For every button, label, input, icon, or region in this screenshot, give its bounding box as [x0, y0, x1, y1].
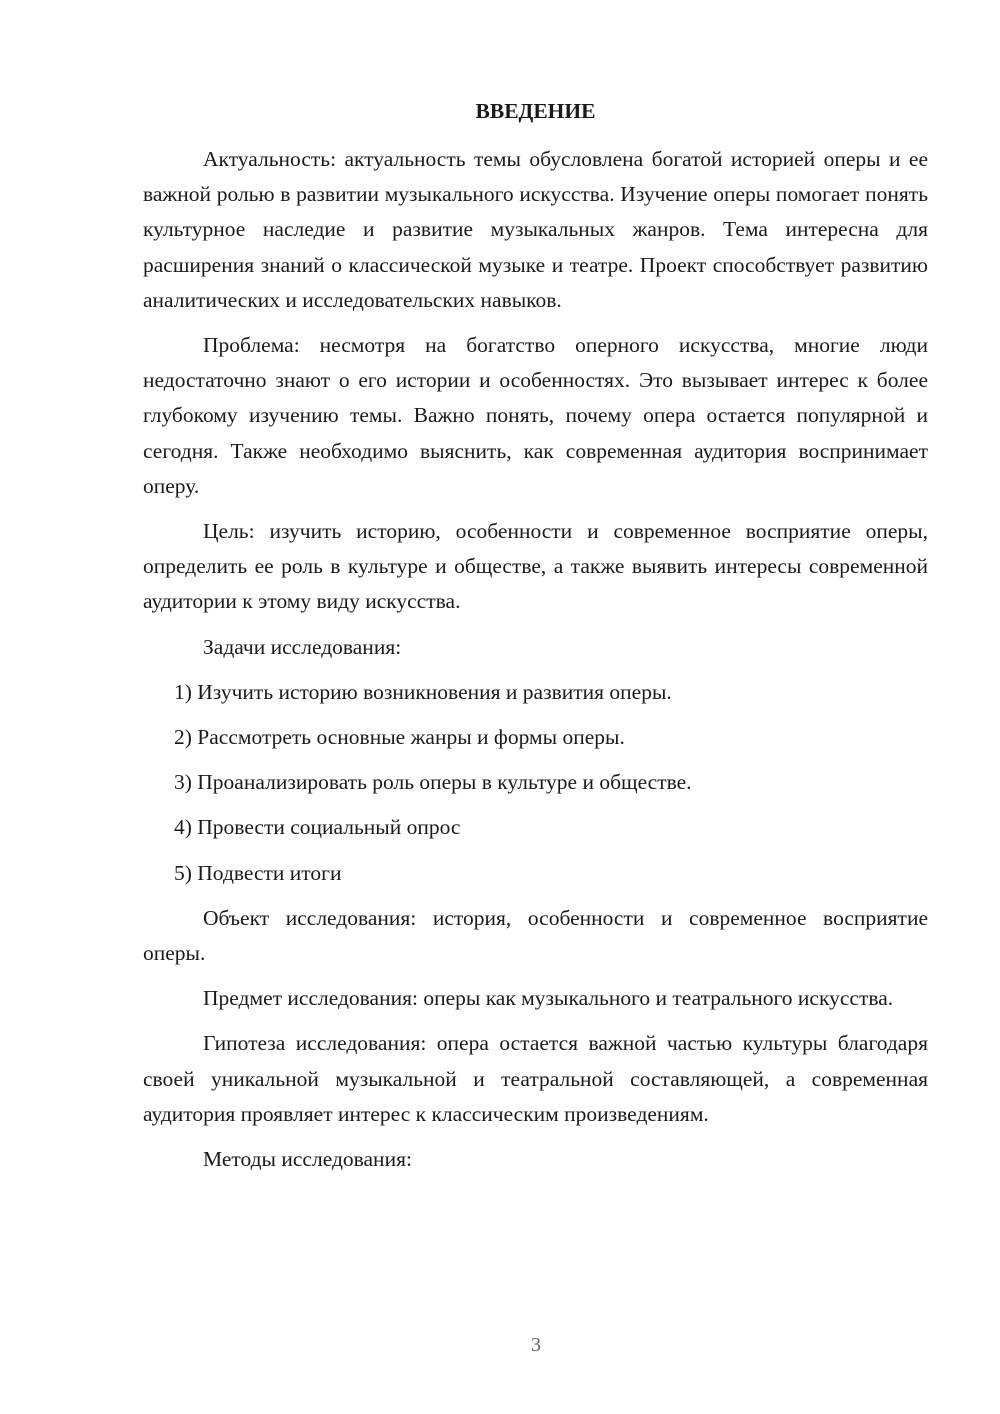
problem-paragraph: Проблема: несмотря на богатство оперного искусства, многие люди недостаточно знают о его истории и особенностях. Это вызывает интерес к более глубокому изучению темы. Важно понять, почему опера остается популярной и сегодня. Также необходимо выяснить, как современная аудитория воспринимает оперу.: [143, 333, 928, 498]
object-paragraph: Объект исследования: история, особенности и современное восприятие оперы.: [143, 905, 928, 966]
task-item: 5) Подвести итоги: [174, 860, 342, 885]
task-item: 4) Провести социальный опрос: [174, 815, 461, 840]
relevance-paragraph: Актуальность: актуальность темы обусловлена богатой историей оперы и ее важной ролью в развитии музыкального искусства. Изучение оперы помогает понять культурное наследие и развитие музыкальных жанров. Тема интересна для расширения знаний о классической музыке и театре. Проект способствует развитию аналитических и исследовательских навыков.: [143, 147, 928, 312]
task-item: 1) Изучить историю возникновения и развития оперы.: [174, 679, 672, 704]
tasks-heading: Задачи исследования:: [203, 634, 402, 659]
goal-paragraph: Цель: изучить историю, особенности и современное восприятие оперы, определить ее роль в культуре и обществе, а также выявить интересы современной аудитории к этому виду искусства.: [143, 519, 928, 614]
page-number: 3: [531, 1334, 541, 1356]
methods-heading: Методы исследования:: [203, 1147, 412, 1172]
section-title: ВВЕДЕНИЕ: [475, 99, 596, 123]
subject-paragraph: Предмет исследования: оперы как музыкального и театрального искусства.: [203, 986, 894, 1011]
document-page: [143, 96, 928, 1187]
hypothesis-paragraph: Гипотеза исследования: опера остается важной частью культуры благодаря своей уникальной музыкальной и театральной составляющей, а современная аудитория проявляет интерес к классическим произведениям.: [143, 1031, 928, 1126]
task-item: 2) Рассмотреть основные жанры и формы оперы.: [174, 725, 625, 750]
task-item: 3) Проанализировать роль оперы в культуре и обществе.: [174, 770, 692, 795]
